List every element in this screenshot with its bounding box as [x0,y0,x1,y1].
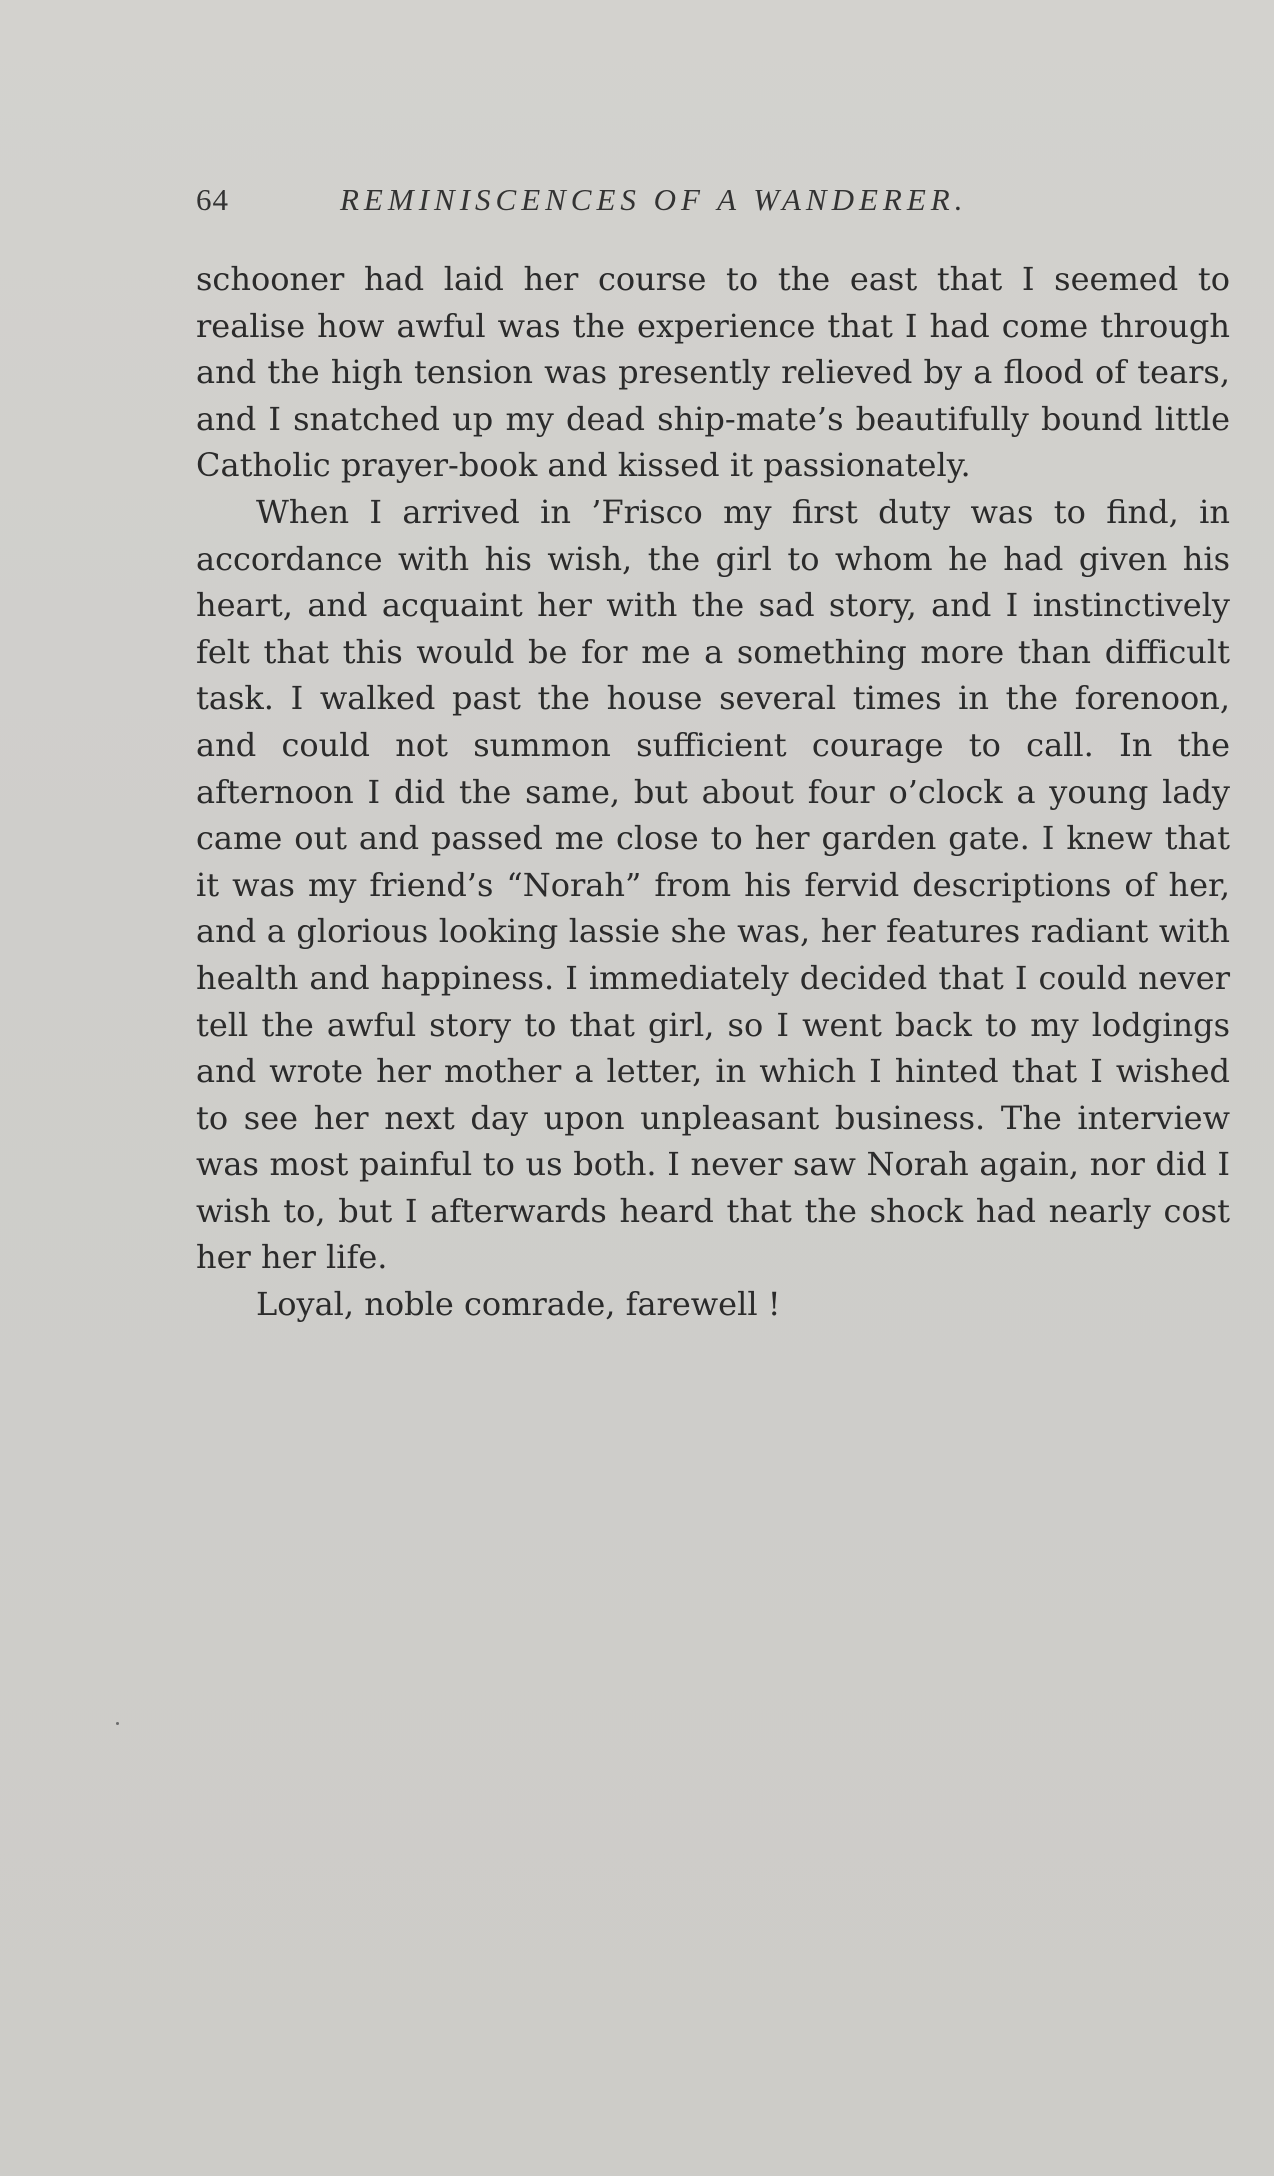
page-number: 64 [196,182,229,217]
running-title: REMINISCENCES OF A WANDERER. [340,182,968,217]
body-text [196,256,1230,1328]
paper-speck [116,1722,119,1725]
paragraph-3: Loyal, noble comrade, farewell ! [256,1285,781,1324]
paragraph-2: When I arrived in ’Frisco my first duty was to find, in accordance with his wish, the girl to whom he had given his heart, and acquaint her with the sad story, and I instinctively felt that this would be for me a something more than difficult task. I walked past the house several times in the forenoon, and could not summon sufficient courage to call. In the afternoon I did the same, but about four o’clock a young lady came out and passed me close to her garden gate. I knew that it was my friend’s “Norah” from his fervid descriptions of her, and a glorious looking lassie she was, her features radiant with health and happiness. I immediately decided that I could never tell the awful story to that girl, so I went back to my lodgings and wrote her mother a letter, in which I hinted that I wished to see her next day upon unpleasant business. The interview was most painful to us both. I never saw Norah again, nor did I wish to, but I afterwards heard that the shock had nearly cost her her life. [196,492,1230,1277]
running-head [196,182,1236,226]
paragraph-1: schooner had laid her course to the east that I seemed to realise how awful was the experience that I had come through and the high tension was presently relieved by a flood of tears, and I snatched up my dead ship-mate’s beautifully bound little Catholic prayer-book and kissed it passionately. [196,260,1230,485]
